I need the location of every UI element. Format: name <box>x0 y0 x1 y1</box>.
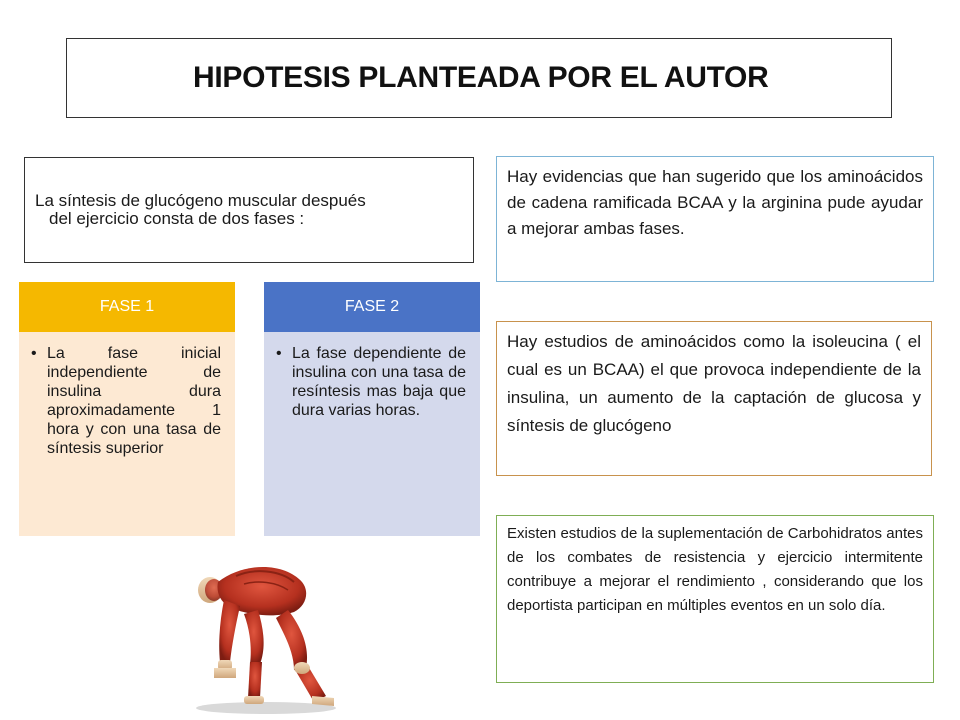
phase-2-header: FASE 2 <box>264 282 480 332</box>
intro-line-2: del ejercicio consta de dos fases : <box>49 209 305 228</box>
bullet-icon: • <box>276 345 282 362</box>
phase-1-card <box>19 282 235 536</box>
phase-1-text: La fase inicial independiente de insulina dura aproximadamente 1 hora y con una tasa de síntesis superior <box>47 345 221 457</box>
phase-2-card <box>264 282 480 536</box>
intro-text <box>35 192 463 228</box>
page-title: HIPOTESIS PLANTEADA POR EL AUTOR <box>193 61 769 94</box>
intro-box <box>24 157 474 263</box>
note-isoleucine-studies: Hay estudios de aminoácidos como la isoleucina ( el cual es un BCAA) el que provoca independiente de la insulina, un aumento de la captación de glucosa y síntesis de glucógeno <box>496 321 932 476</box>
bullet-icon: • <box>31 345 37 362</box>
phase-2-text: La fase dependiente de insulina con una tasa de resíntesis mas baja que dura varias horas. <box>292 345 466 419</box>
phase-1-body <box>19 332 235 536</box>
phase-2-body <box>264 332 480 536</box>
note-bcaa-evidence: Hay evidencias que han sugerido que los aminoácidos de cadena ramificada BCAA y la arginina pude ayudar a mejorar ambas fases. <box>496 156 934 282</box>
phase-1-header: FASE 1 <box>19 282 235 332</box>
title-box <box>66 38 892 118</box>
muscular-athlete-image <box>184 556 344 716</box>
intro-line-1: La síntesis de glucógeno muscular después <box>35 191 366 210</box>
note-carbohydrate-supplementation: Existen estudios de la suplementación de Carbohidratos antes de los combates de resistencia y ejercicio intermitente contribuye a mejorar el rendimiento , considerando que los deportista participan en múltiples eventos en un solo día. <box>496 515 934 683</box>
